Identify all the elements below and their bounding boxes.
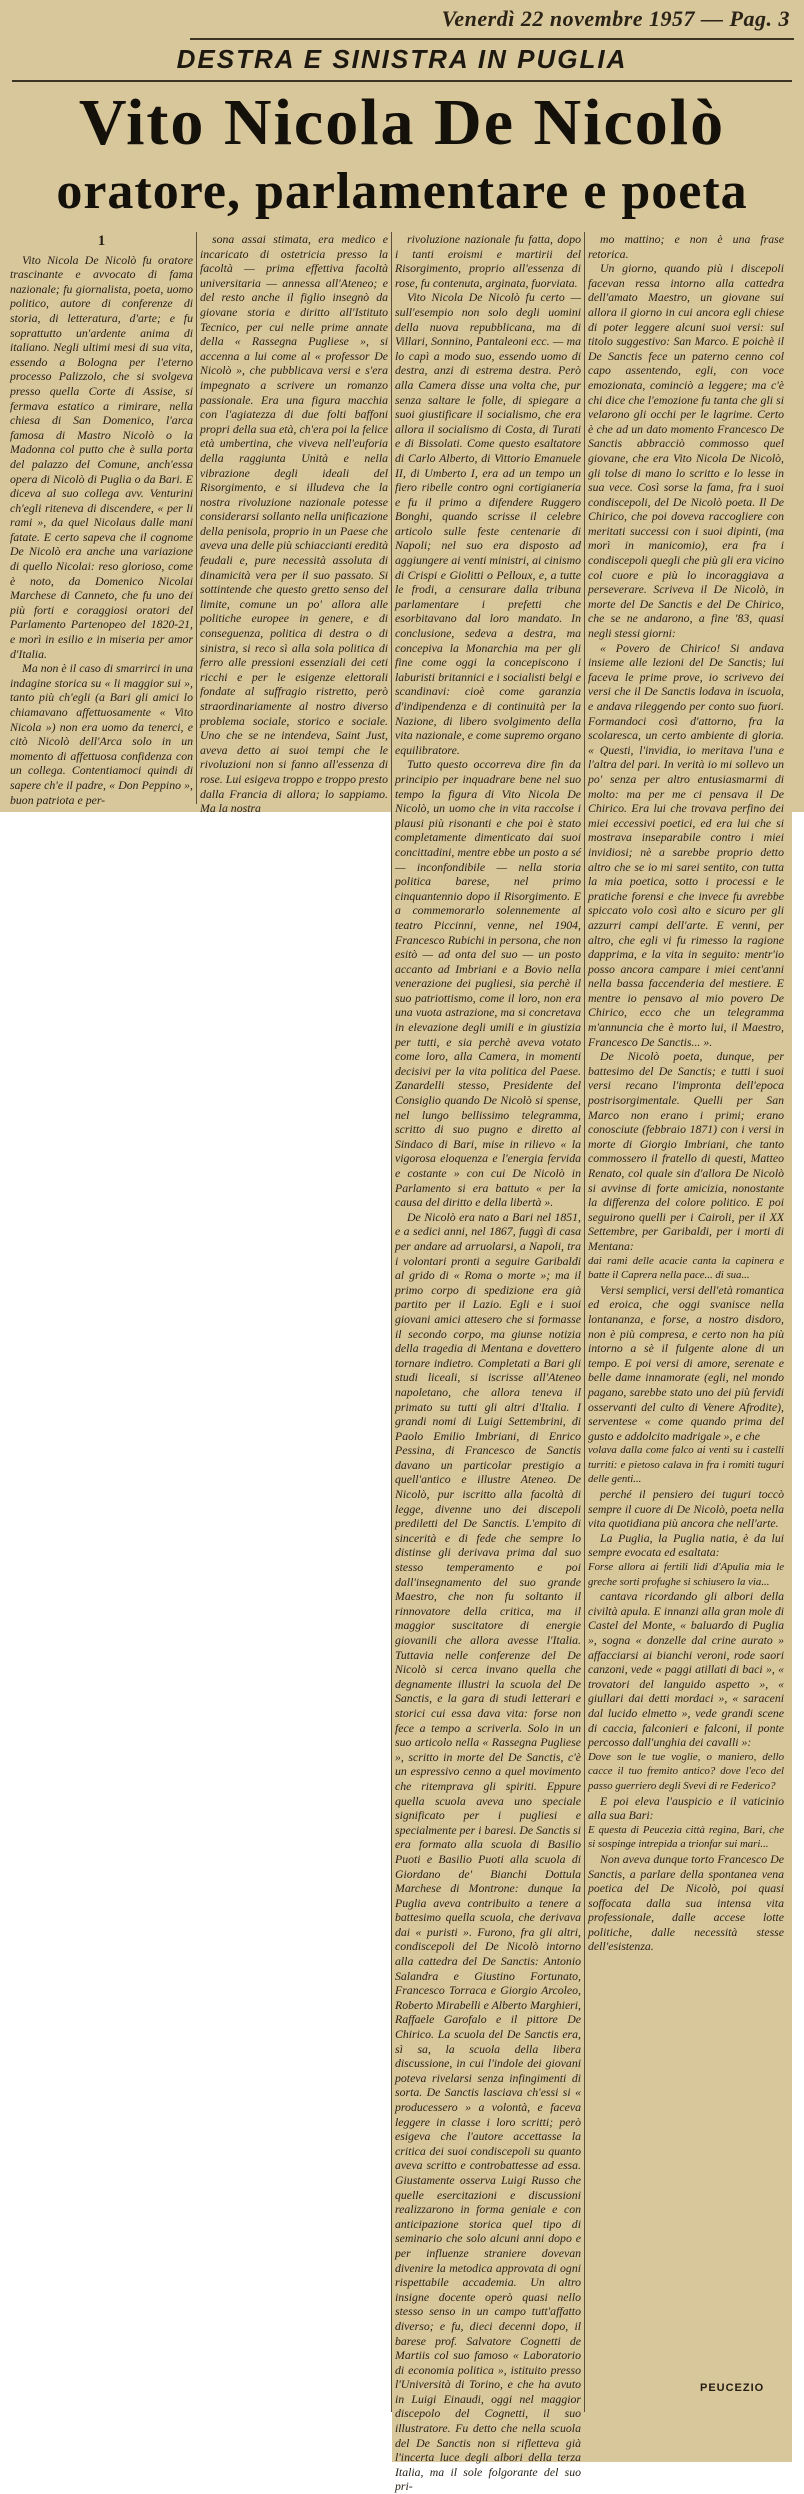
column-rule (196, 232, 197, 804)
paragraph: De Nicolò era nato a Bari nel 1851, e a sedici anni, nel 1867, fuggì di casa per andare ad arruolarsi, a Napoli, tra i volontari pronti a seguire Garibaldi al grido di « Roma o morte »; ma il primo corpo di spedizione era già partito per il Lazio. Egli e i suoi giovani amici attesero che si formasse il secondo corpo, ma giunse notizia della tragedia di Mentana e dovettero tornare indietro. Completati a Bari gli studi liceali, si iscrisse all'Ateneo napoletano, che allora teneva il primato su tutti gli altri d'Italia. I grandi nomi di Luigi Settembrini, di Paolo Emilio Imbriani, di Enrico Pessina, di Francesco de Sanctis davano un particolar prestigio a quell'antico e illustre Ateneo. De Nicolò, pur iscritto alla facoltà di legge, divenne uno dei discepoli prediletti del De Sanctis. L'empito di sincerità e di fede che sempre lo distinse gli derivava prima dal suo stesso temperamento e poi dall'insegnamento del suo grande Maestro, che non fu soltanto il rinnovatore della critica, ma il maggior suscitatore di energie giovanili che allora avesse l'Italia. Tuttavia nelle conferenze del De Nicolò si cerca invano quella che degnamente illustri la scuola del De Sanctis, e la gara di studi letterari e storici cui essa dava vita: forse non fece a tempo a scriverla. Solo in un suo articolo nella « Rassegna Pugliese », scritto in morte del De Sanctis, c'è un espressivo cenno a quel movimento che ritemprava gli spiriti. Eppure quella scuola aveva uno speciale significato per i pugliesi e specialmente per i baresi. De Sanctis si era formato alla scuola di Basilio Puoti e Basilio Puoti alla scuola di Giordano de' Bianchi Dottula Marchese di Montrone: dunque la Puglia aveva contribuito a tenere a battesimo quella scuola, che derivava dai « puristi ». Furono, fra gli altri, condiscepoli del De Nicolò intorno alla cattedra del De Sanctis: Antonio Salandra e Giustino Fortunato, Francesco Torraca e Giorgio Arcoleo, Roberto Mirabelli e Alberto Marghieri, Raffaele Garofalo e il pittore De Chirico. La scuola del De Sanctis era, sì sa, la scuola della libera discussione, in cui l'indole dei giovani poteva rivelarsi senza infingimenti di sorta. De Sanctis lasciava ch'essi si « producessero » a volontà, e faceva leggere in classe i loro scritti; però esigeva che l'autore accettasse la critica dei suoi condiscepoli su quanto aveva scritto e controbattesse ad essa. Giustamente osserva Luigi Russo che quelle esercitazioni e discussioni realizzarono in forma geniale e con anticipazione storica quel tipo di seminario che solo alcuni anni dopo e per influenze straniere dovevan divenire la metodica approvata di ogni rispettabile accademia. Un altro insigne docente operò quasi nello stesso senso in un campo tutt'affatto diverso; e fu, dieci decenni dopo, il barese prof. Salvatore Cognetti de Martiis col suo famoso « Laboratorio di economia politica », istituito presso l'Università di Torino, e che ha avuto in Luigi Einaudi, oggi nel maggior discepolo del Cognetti, il suo illustratore. Fu detto che nella scuola del De Sanctis non si rifletteva già l'incerta luce degli albori della terza Italia, ma il sole folgorante del suo pri- (395, 1209, 581, 2494)
paragraph: Versi semplici, versi dell'età romantica ed eroica, che oggi svanisce nella lontananza, e forse, a nostro disdoro, non è più compresa, e certo non ha più intorno a sè il fulgente alone di un tempo. E poi versi di amore, serenate e belle dame innamorate (egli, nel mondo pagano, sarebbe stato uno dei più fervidi osservanti del culto di Venere Afrodite), serventese « come quando prima del gusto e addolcito madrigale », e che (588, 1282, 784, 1443)
paragraph: Un giorno, quando più i discepoli facevan ressa intorno alla cattedra dell'amato Maestro, un giovane sui allora il giorno in cui ancora egli chiese di poter leggere alcuni suoi versi: sul titolo suggestivo: San Marco. E poichè il De Sanctis fece un paterno cenno col capo assentendo, egli, con voce emozionata, cominciò a leggere; ma c'è chi dice che l'emozione fu tanta che gli si velarono gli occhi per le lagrime. Certo è che ad un dato momento Francesco De Sanctis abbracciò commosso quel giovane, che era Vito Nicola De Nicolò, gli tolse di mano lo scritto e lo lesse in sua vece. Così sorse la fama, fra i suoi condiscepoli, del De Nicolò poeta. Il De Chirico, che poi doveva raccogliere con meritati successi con i suoi dipinti, (ma morì in manicomio), era fra i condiscepoli quegli che più gli era vicino col cuore e più lo incoraggiava a perseverare. Scriveva il De Nicolò, in morte del De Sanctis e del De Chirico, che se ne andarono, a fine '83, quasi negli stessi giorni: (588, 261, 784, 641)
subhead: oratore, parlamentare e poeta (56, 163, 748, 220)
verse-quote: Forse allora ai fertili lidi d'Apulia mia le greche sorti profughe si schiusero la via... (588, 1561, 784, 1588)
column-rule (584, 232, 585, 2412)
kicker: DESTRA E SINISTRA IN PUGLIA (176, 44, 628, 74)
folio-rule (190, 38, 794, 40)
verse-quote: dai rami delle acacie canta la capinera e batte il Caprera nella pace... di sua... (588, 1254, 784, 1282)
paragraph: Vito Nicola De Nicolò fu oratore trascinante e avvocato di fama nazionale; fu giornalista, poeta, uomo politico, autore di conferenze di storia, di letteratura, d'arte; e fu soprattutto un'ardente anima di italiano. Negli ultimi mesi di sua vita, essendo a Bologna per l'eterno processo Palizzolo, che si svolgeva presso quella Corte di Assise, si fermava estatico a rimirare, nella chiesa di San Domenico, l'arca famosa di Mastro Nicolò o la Madonna col putto che è sulla porta del palazzo del Comune, anch'essa opera di Nicolò di Puglia o da Bari. E diceva al suo collega avv. Venturini ch'egli riteneva di discendere, « per li rami », da quel Nicolaus dalle mani fatate. E certo sapeva che il cognome De Nicolò era anche una variazione di quello Nicolai: reso glorioso, come è noto, da Domenico Nicolai Marchese di Canneto, che fu uno dei più forti e coraggiosi oratori del Parlamento Partenopeo del 1820-21, e morì in esilio e in miseria per amor d'Italia. (10, 252, 193, 661)
paragraph: « Povero de Chirico! Si andava insieme alle lezioni del De Sanctis; lui faceva le prime prove, io scrivevo dei versi che il De Sanctis lodava in iscuola, e andava rileggendo per conto suo fuori. Formandoci così d'attorno, fra la scolaresca, un certo ambiente di gloria. « Questi, l'invidia, io meritava l'una e l'altra del pari. In verità io mi sollevo un po' senza per altro entusiasmarmi di molto: ma per me ci pensava il De Chirico. Era lui che trovava perfino dei miei eccessivi poetici, ed era lui che si mostrava inseparabile contro i miei invidiosi; nè a sarebbe proprio detto altro che se io mi sarei sentito, con tutta la mia poetica, sotto i processi e le pratiche forensi e che invece fu avrebbe spiccato volo così alto e sicuro per gli azzurri campi dell'arte. E venni, per altro, che egli vi fu rimesso la ragione dapprima, e la vita in seguito: mentr'io posso ancora campare i miei cent'anni nella bassa faccenderia del mestiere. E mentre io pensavo al mio povero De Chirico, ecco che un telegramma m'annuncia che è morto lui, il Maestro, Francesco De Sanctis... ». (588, 640, 784, 1049)
paragraph: Tutto questo occorreva dire fin da principio per inquadrare bene nel suo tempo la figura di Vito Nicola De Nicolò, un uomo che in vita raccolse i plausi più risonanti e che poi è stato completamente dimenticato dai suoi concittadini, mentre ebbe un posto a sé — inconfondibile — nella storia politica barese, nel primo cinquantennio dopo il Risorgimento. E a commemorarlo solennemente al teatro Piccinni, venne, nel 1904, Francesco Rubichi in persona, che non esitò — ad onta del suo — un posto accanto ad Imbriani e a Bovio nella venerazione dei pugliesi, sia perchè il suo patriottismo, come il loro, non era una vuota astrazione, ma si concretava in elevazione degli umili e in giustizia per tutti, e sia perchè aveva votato come loro, alla Camera, in momenti decisivi per la vita politica del Paese. Zanardelli stesso, Presidente del Consiglio quando De Nicolò si spense, nel lungo bellissimo telegramma, scritto di suo pugno e diretto al Sindaco di Bari, mise in rilievo « la vigorosa eloquenza e l'energia fervida e costante » con cui De Nicolò in Parlamento si era battuto « per la causa del diritto e della libertà ». (395, 757, 581, 1210)
article-column-4 (588, 232, 784, 2412)
paragraph: Non aveva dunque torto Francesco De Sanctis, a parlare della spontanea vena poetica del De Nicolò, poi quasi soffocata dalla sua intensa vita professionale, dalle accese lotte politiche, dalle necessità stesse dell'esistenza. (588, 1851, 784, 1954)
paragraph: Ma non è il caso di smarrirci in una indagine storica su « li maggior sui », tanto più ch'egli (a Bari gli amici lo chiamavano affettuosamente « Vito Nicola ») non era uomo da tenerci, e citò Nicolò dell'Arca solo in un momento di affettuosa confidenza con un collega. Contentiamoci quindi di sapere ch'e il padre, « Don Peppino », buon patriota e per- (10, 661, 193, 807)
article-column-2 (200, 232, 388, 816)
section-number: 1 (97, 233, 106, 249)
paragraph: mo mattino; e non è una frase retorica. (588, 232, 784, 261)
kicker-rule (12, 80, 792, 82)
paragraph: perché il pensiero dei tuguri toccò sempre il cuore di De Nicolò, poeta nella vita quotidiana più ancora che nell'arte. (588, 1487, 784, 1531)
paragraph: cantava ricordando gli albori della civiltà apula. E innanzi alla gran mole di Castel del Monte, « baluardo di Puglia », sogna « donzelle dal crine aurato » affacciarsi ai bianchi veroni, rode saori canzoni, vede « paggi atillati di baci », « trovatori del languido aspetto », « giullari dai detti mordaci », « saraceni dal lucido elmetto », vede grandi scene di caccia, falconieri e falconi, il ponte percosso dall'unghia dei cavalli »: (588, 1589, 784, 1750)
paragraph: De Nicolò poeta, dunque, per battesimo del De Sanctis; e tutti i suoi versi recano l'impronta dell'epoca postrisorgimentale. Quelli per San Marco non erano i primi; erano conosciute (febbraio 1871) con i versi in morte di Giorgio Imbriani, che tanto commossero il fratello di questi, Matteo Renato, col quale sin d'allora De Nicolò si avvinse di forte amicizia, nonostante la differenza del colore politico. E poi seguirono quelli per i Cairoli, per il XX Settembre, per Garibaldi, per i morti di Mentana: (588, 1049, 784, 1253)
folio: Venerdì 22 novembre 1957 — Pag. 3 (441, 6, 790, 31)
paragraph: rivoluzione nazionale fu fatta, dopo i tanti eroismi e martirii del Risorgimento, proprio all'essenza di rose, fu contenuta, arginata, fuorviata. (395, 232, 581, 290)
article-column-3 (395, 232, 581, 2494)
author-signature: PEUCEZIO (700, 2382, 765, 2394)
paragraph: La Puglia, la Puglia natia, è da lui sempre evocata ed esaltata: (588, 1530, 784, 1560)
verse-quote: E questa di Peucezia città regina, Bari, che si sospinge intrepida a trionfar sui mari... (588, 1823, 784, 1851)
headline: Vito Nicola De Nicolò (78, 86, 726, 159)
verse-quote: volava dalla come falco ai venti su i castelli turriti: e pietoso calava in fra i romiti tuguri delle genti... (588, 1444, 784, 1486)
paragraph: sona assai stimata, era medico e incaricato di ostetricia presso la facoltà — prima effettiva facoltà universitaria — annessa all'Ateneo; e del resto anche il figlio insegnò da giovane storia e diritto all'Istituto Tecnico, per cui nelle prime annate della « Rassegna Pugliese », si accenna a lui come al « professor De Nicolò », che pubblicava versi e s'era impegnato a scrivere un romanzo passionale. Era una figura macchia con l'agiatezza di due folti baffoni propri della sua età, ch'era poi la felice età umbertina, che viveva nell'euforia della raggiunta Unità e nella vibrazione degli ideali del Risorgimento, e si illudeva che la nostra rivoluzione nazionale potesse considerarsi sollanto nella unificazione della penisola, proprio in un Paese che aveva una delle più schiaccianti eredità feudali e, pure necessità assoluta di dinamicità vera per il suo passato. Si sottintende che questo gretto senso del limite, comune un po' allora alle politiche europee in genere, e di conseguenza, politica di destra o di sinistra, si reco sì alla sola politica di ferro alle pressioni essenziali dei ceti ricchi e per le esigenze elettorali fondate al suffragio ristretto, però straordinariamente al nostro diverso problema sociale, storico e sociale. Uno che se ne intendeva, Saint Just, aveva detto ai suoi tempi che le rivoluzioni non si fanno all'essenza di rose. Lui esigeva troppo e troppo presto dalla Francia di allora; lo sappiamo. Ma la nostra (200, 232, 388, 816)
paragraph: Vito Nicola De Nicolò fu certo — sull'esempio non solo degli uomini della nuova repubblicana, ma di Villari, Sonnino, Pantaleoni ecc. — ma lo capì a modo suo, essendo uomo di destra, anzi di estrema destra. Però alla Camera disse una volta che, pur senza saltare le folle, di spiegare a suoi giustificare il socialismo, che era allora il socialismo di Costa, di Turati e di Bissolati. Come questo esaltatore di Carlo Alberto, di Vittorio Emanuele II, di Umberto I, era ad un tempo un fiero ribelle contro ogni cortigianeria e fu il primo a difendere Ruggero Bonghi, quando scrisse il celebre articolo sulle feste centenarie di Napoli; nel suo era disposto ad aggiungere ai venti ministri, ai cinismo di Crispi e Giolitti o Pelloux, e, a tutte le frodi, a censurare dalla tribuna parlamentare i prefetti che esorbitavano dal loro mandato. In conclusione, sedeva a destra, ma concepiva la Monarchia ma per gli fine come oggi la concepiscono i laburisti britannici e i socialisti belgi e scandinavi: cioè come garanzia d'indipendenza e di continuità per la Nazione, di libero svolgimento della vita nazionale, e come supremo organo equilibratore. (395, 290, 581, 757)
column-rule (391, 232, 392, 2412)
verse-quote: Dove son le tue voglie, o maniero, dello cacce il tuo fremito antico? dove l'eco del passo guerriero degli Svevi di re Federico? (588, 1750, 784, 1792)
paragraph: E poi eleva l'auspicio e il vaticinio alla sua Bari: (588, 1793, 784, 1823)
article-column-1 (10, 232, 193, 807)
